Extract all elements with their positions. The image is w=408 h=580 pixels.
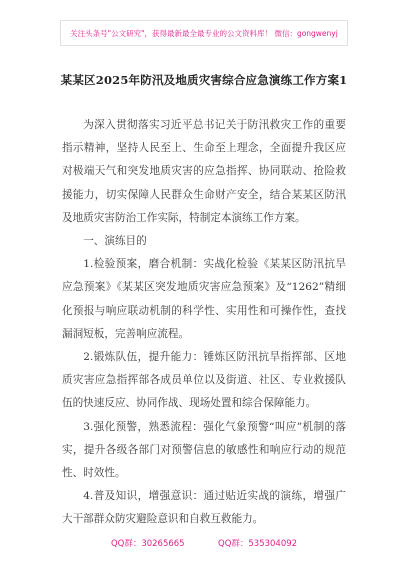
body-paragraph: 2.锻炼队伍，提升能力：锤炼区防汛抗旱指挥部、区地质灾害应急指挥部各成员单位以及街道、社区、专业救援队伍的快速反应、协同作战、现场处置和综合保障能力。: [62, 351, 346, 410]
body-paragraph: 4.普及知识，增强意识：通过贴近实战的演练，增强广大干部群众防灾避险意识和自救互救能力。: [62, 490, 346, 526]
header-notice-text: 关注头条号"公文研究"，获得最新最全最专业的公文资料库！ 微信：gongwenyj: [70, 28, 338, 38]
document-title: 某某区2025年防汛及地质灾害综合应急演练工作方案1: [60, 73, 348, 87]
footer-qq-group-2: QQ群：535304092: [218, 539, 298, 549]
footer-contacts: [0, 537, 408, 549]
footer-qq-group-1: QQ群：30265665: [110, 539, 185, 549]
intro-paragraph: 为深入贯彻落实习近平总书记关于防汛救灾工作的重要指示精神，坚持人民至上、生命至上理念，全面提升我区应对极端天气和突发地质灾害的应急指挥、协同联动、抢险救援能力，切实保障人民群众生命财产安全，结合某某区防汛及地质灾害防治工作实际，特制定本演练工作方案。: [62, 119, 346, 224]
document-body: [62, 114, 346, 532]
section-heading: 一、演练目的: [83, 235, 147, 248]
header-notice-box: [60, 20, 348, 46]
body-paragraph: 3.强化预警，熟悉流程：强化气象预警“叫应”机制的落实，提升各级各部门对预警信息的敏感性和响应行动的规范性、时效性。: [62, 420, 346, 480]
body-paragraph: 1.检验预案，磨合机制：实战化检验《某某区防汛抗旱应急预案》《某某区突发地质灾害应急预案》及“1262”精细化预报与响应联动机制的科学性、实用性和可操作性，查找漏洞短板，完善响应流程。: [62, 258, 346, 340]
